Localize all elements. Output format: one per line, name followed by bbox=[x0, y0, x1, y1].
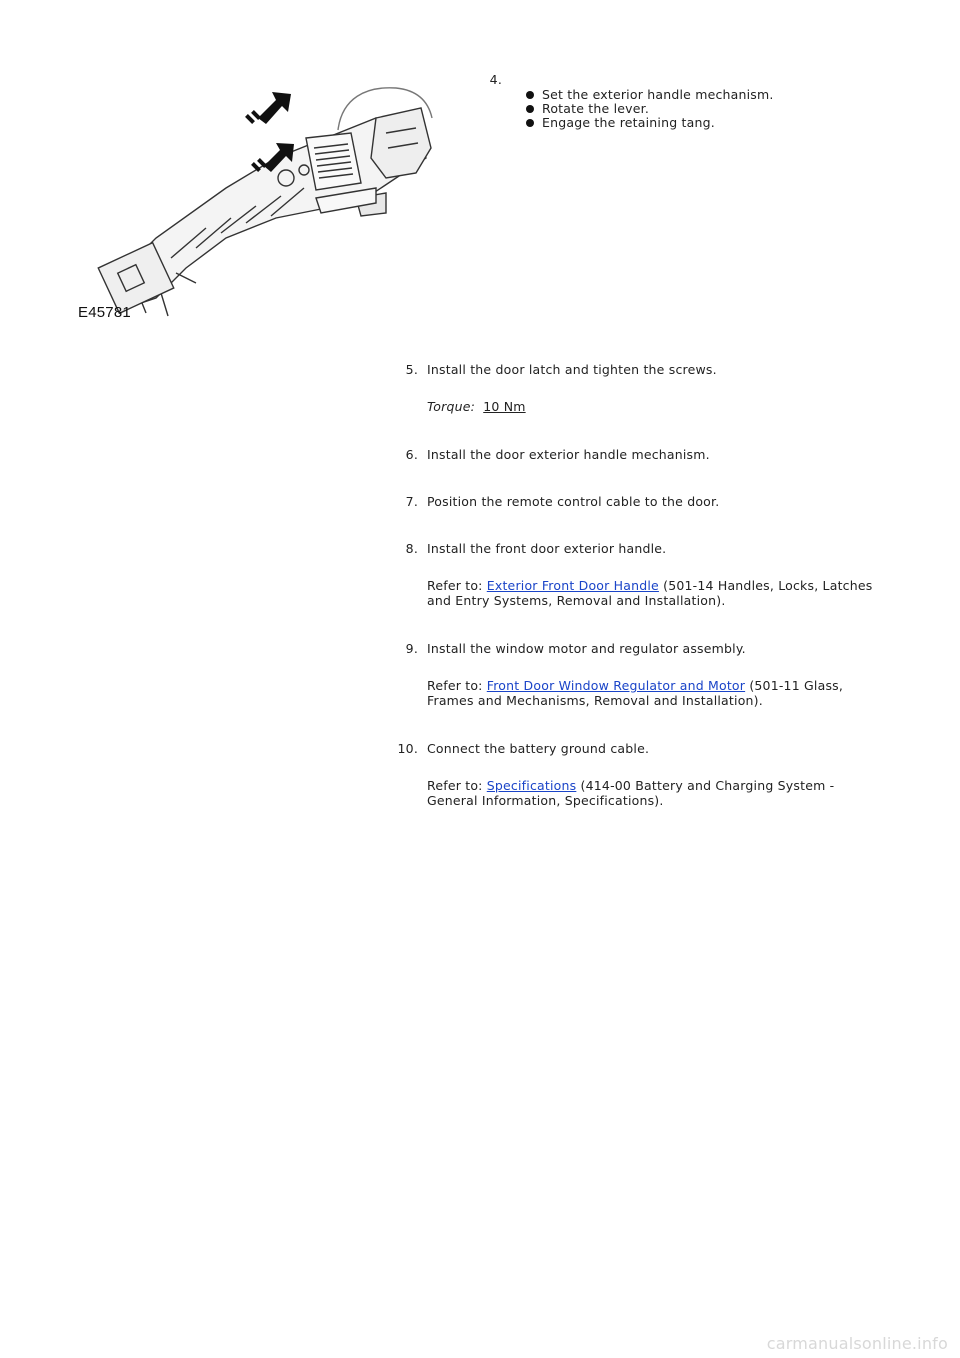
torque-label: Torque: bbox=[427, 399, 476, 414]
step-number: 7. bbox=[405, 494, 418, 509]
refer-label: Refer to: bbox=[427, 678, 483, 693]
step4-bullet-list bbox=[526, 88, 774, 130]
step-text: Position the remote control cable to the door. bbox=[427, 494, 720, 509]
bullet-icon bbox=[526, 105, 534, 113]
step-text: Install the door latch and tighten the screws. bbox=[427, 362, 717, 377]
figure-illustration bbox=[76, 78, 446, 328]
reference-detail: (501-11 Glass, bbox=[749, 678, 844, 693]
step-number: 5. bbox=[405, 362, 418, 377]
torque-value: 10 Nm bbox=[483, 399, 526, 414]
door-handle-mechanism-illustration bbox=[76, 78, 446, 328]
step-text: Connect the battery ground cable. bbox=[427, 741, 650, 756]
step-number: 4. bbox=[489, 72, 502, 87]
reference-detail: Frames and Mechanisms, Removal and Installation). bbox=[427, 693, 763, 708]
reference-paragraph bbox=[427, 678, 897, 708]
step-number: 10. bbox=[397, 741, 418, 756]
refer-label: Refer to: bbox=[427, 578, 483, 593]
list-item: Rotate the lever. bbox=[526, 102, 774, 116]
reference-paragraph bbox=[427, 778, 897, 808]
reference-detail: General Information, Specifications). bbox=[427, 793, 664, 808]
step-number: 9. bbox=[405, 641, 418, 656]
refer-label: Refer to: bbox=[427, 778, 483, 793]
link-exterior-front-door-handle[interactable]: Exterior Front Door Handle bbox=[486, 578, 659, 593]
list-item: Set the exterior handle mechanism. bbox=[526, 88, 774, 102]
bullet-icon bbox=[526, 91, 534, 99]
step-text: Install the window motor and regulator assembly. bbox=[427, 641, 746, 656]
step-text: Install the door exterior handle mechanism. bbox=[427, 447, 710, 462]
list-item: Engage the retaining tang. bbox=[526, 116, 774, 130]
step-number: 6. bbox=[405, 447, 418, 462]
reference-detail: and Entry Systems, Removal and Installation). bbox=[427, 593, 726, 608]
footer-watermark: carmanualsonline.info bbox=[766, 1334, 948, 1353]
link-front-door-window-regulator-and-motor[interactable]: Front Door Window Regulator and Motor bbox=[486, 678, 746, 693]
bullet-icon bbox=[526, 119, 534, 127]
torque-spec bbox=[427, 399, 526, 414]
reference-detail: (501-14 Handles, Locks, Latches bbox=[663, 578, 873, 593]
step-number: 8. bbox=[405, 541, 418, 556]
reference-detail: (414-00 Battery and Charging System - bbox=[580, 778, 835, 793]
figure-code: E45781 bbox=[78, 304, 131, 321]
reference-paragraph bbox=[427, 578, 897, 608]
step-text: Install the front door exterior handle. bbox=[427, 541, 667, 556]
link-specifications[interactable]: Specifications bbox=[486, 778, 577, 793]
